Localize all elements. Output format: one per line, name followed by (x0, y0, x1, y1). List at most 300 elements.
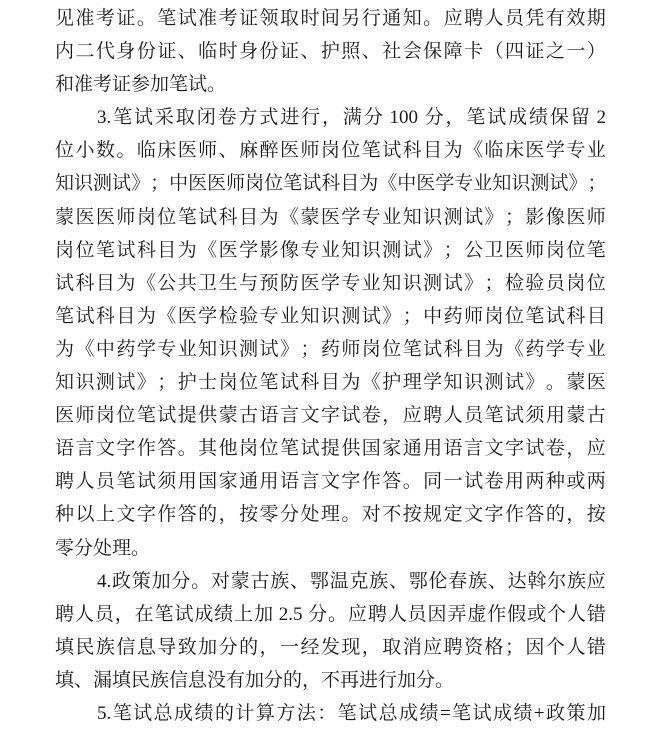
text-token: 专 (341, 272, 361, 294)
text-line (55, 267, 606, 300)
text-line: 零分处理。 (55, 537, 151, 559)
text-token: 人 (75, 471, 95, 493)
text-token: 时 (218, 41, 238, 63)
text-token: 温 (329, 570, 349, 592)
text-token: 领 (259, 8, 279, 29)
text-token: 见 (55, 8, 75, 29)
text-token: 发 (320, 636, 340, 658)
text-token: 知 (402, 8, 422, 29)
text-token: 师 (198, 140, 218, 162)
text-token: 试 (472, 702, 492, 724)
text-token: 试 (116, 372, 136, 394)
text-token: 蒙 (218, 405, 238, 427)
text-token: 进 (280, 107, 300, 129)
text-token: 文 (116, 504, 136, 526)
text-token: 个 (546, 603, 566, 625)
text-token: 加 (586, 702, 606, 724)
text-token: 通 (402, 438, 422, 460)
text-token: 方 (238, 107, 258, 129)
text-token: 信 (116, 636, 136, 658)
text-line (55, 201, 606, 234)
text-token: 笔 (55, 305, 75, 327)
text-line (55, 134, 606, 167)
text-token: 试 (177, 8, 197, 29)
text-token: 保 (549, 107, 569, 129)
text-token: 对 (361, 504, 381, 526)
text-token: 字 (504, 438, 524, 460)
text-token: 生 (218, 272, 238, 294)
text-token: + (533, 702, 545, 724)
text-token: 代 (95, 41, 115, 63)
text-token: 知 (402, 206, 422, 228)
text-token: 时 (300, 8, 320, 29)
text-token: 文 (95, 438, 115, 460)
text-line (55, 167, 606, 200)
text-token: 笔 (157, 8, 177, 29)
text-token: 试 (341, 405, 361, 427)
text-token: ） (586, 41, 606, 63)
text-token: 总 (153, 702, 173, 724)
text-token: 员 (95, 471, 115, 493)
text-token: 绩 (513, 702, 533, 724)
text-token: 、 (218, 140, 238, 162)
text-token: 医 (188, 173, 208, 195)
text-token: 言 (300, 471, 320, 493)
text-token: 试 (259, 338, 279, 360)
text-token: 目 (239, 206, 259, 228)
text-token: 师 (75, 405, 95, 427)
text-token: 他 (218, 438, 238, 460)
text-token: 员 (504, 8, 524, 29)
text-token: 凭 (525, 8, 545, 29)
text-token: 《 (464, 140, 484, 162)
text-token: 鄂 (309, 570, 329, 592)
text-token: 》 (464, 272, 484, 294)
text-token: 医 (586, 372, 606, 394)
text-token: 岗 (484, 305, 504, 327)
text-token: 格 (484, 636, 504, 658)
text-token: 笔 (361, 140, 381, 162)
text-token: 位 (239, 372, 259, 394)
text-token: 身 (239, 41, 259, 63)
text-token: 识 (511, 173, 531, 195)
text-token: 分 (424, 107, 444, 129)
text-token: 试 (134, 107, 154, 129)
text-token: ， (361, 636, 381, 658)
text-token: 。 (136, 8, 156, 29)
text-token: 位 (341, 140, 361, 162)
text-line (55, 598, 606, 631)
text-token: 测 (95, 372, 115, 394)
text-token: 位 (504, 305, 524, 327)
text-token: 试 (157, 405, 177, 427)
text-token: 应 (347, 603, 367, 625)
text-token: 经 (300, 636, 320, 658)
text-token: 通 (382, 8, 402, 29)
text-token: 药 (116, 338, 136, 360)
text-token: 式 (259, 107, 279, 129)
text-token: 知 (198, 338, 218, 360)
text-token: 业 (382, 206, 402, 228)
text-token: 药 (525, 338, 545, 360)
text-token: 须 (525, 405, 545, 427)
text-token: 学 (239, 239, 259, 261)
text-token: 家 (218, 471, 238, 493)
text-token: 取 (175, 107, 195, 129)
text-token: 文 (484, 438, 504, 460)
body-text (55, 2, 606, 730)
text-token: 目 (320, 372, 340, 394)
text-token: 护 (177, 372, 197, 394)
text-token: 两 (525, 471, 545, 493)
text-token: 验 (525, 272, 545, 294)
text-token: 笔 (402, 338, 422, 360)
text-token: 人 (387, 603, 407, 625)
text-token: 笔 (154, 603, 174, 625)
text-token: ， (566, 504, 586, 526)
text-token: 卫 (198, 272, 218, 294)
text-token: 对 (210, 570, 230, 592)
text-line: 和准考证参加笔试。 (55, 74, 227, 96)
text-token: = (439, 702, 451, 724)
text-token: 语 (259, 405, 279, 427)
text-token: 临 (136, 140, 156, 162)
text-token: 达 (507, 570, 527, 592)
text-token: 笔 (283, 173, 303, 195)
text-token: 、 (177, 41, 197, 63)
text-token: 通 (239, 471, 259, 493)
text-token: 或 (527, 603, 547, 625)
text-token: 四 (504, 41, 524, 63)
text-token: 加 (151, 570, 171, 592)
text-token: 行 (361, 8, 381, 29)
text-token: 试 (423, 338, 443, 360)
text-token: 知 (492, 173, 512, 195)
text-token: 业 (473, 173, 493, 195)
text-token: 文 (300, 405, 320, 427)
text-token: 导 (157, 636, 177, 658)
text-token: 像 (279, 239, 299, 261)
text-token: 科 (95, 305, 115, 327)
text-token: 蒙 (566, 405, 586, 427)
text-line (55, 432, 606, 465)
text-token: 专 (566, 338, 586, 360)
text-token: 检 (504, 272, 524, 294)
text-token: 采 (154, 107, 174, 129)
text-token: 中 (169, 173, 189, 195)
text-token: 春 (448, 570, 468, 592)
text-token: ， (382, 405, 402, 427)
text-token: 行 (301, 107, 321, 129)
text-token: 族 (270, 570, 290, 592)
text-token: 假 (507, 603, 527, 625)
text-token: 有 (545, 8, 565, 29)
text-token: 提 (177, 405, 197, 427)
text-token: 试 (443, 272, 463, 294)
text-token: 5. (97, 702, 112, 724)
text-token: 二 (75, 41, 95, 63)
text-token: 聘 (443, 636, 463, 658)
text-token: 字 (484, 504, 504, 526)
text-token: 的 (214, 702, 234, 724)
text-token: 笔 (259, 372, 279, 394)
text-token: 的 (239, 636, 259, 658)
text-token: 医 (300, 272, 320, 294)
text-token: 试 (279, 372, 299, 394)
text-line (55, 697, 606, 730)
text-token: ； (402, 305, 422, 327)
text-token: 试 (302, 173, 322, 195)
text-token: 临 (198, 41, 218, 63)
text-token: 用 (423, 438, 443, 460)
text-token: 测 (530, 173, 550, 195)
text-token: 方 (276, 702, 296, 724)
text-token: 试 (487, 107, 507, 129)
text-token: 知 (443, 372, 463, 394)
text-token: ； (157, 372, 177, 394)
text-token: 留 (570, 107, 590, 129)
text-token: 师 (116, 206, 136, 228)
text-token: 医 (207, 173, 227, 195)
text-token: 识 (218, 338, 238, 360)
text-token: 笔 (136, 405, 156, 427)
text-token: 之 (545, 41, 565, 63)
text-token: 答 (525, 504, 545, 526)
text-token: 笔 (113, 107, 133, 129)
text-token: 古 (586, 405, 606, 427)
text-token: 照 (341, 41, 361, 63)
text-token: 种 (545, 471, 565, 493)
text-token: 试 (464, 206, 484, 228)
text-token: 《 (136, 272, 156, 294)
text-token: 岗 (239, 438, 259, 460)
text-token: 与 (239, 272, 259, 294)
text-token: 医 (504, 239, 524, 261)
text-token: 专 (259, 305, 279, 327)
text-token: 目 (95, 272, 115, 294)
text-token: 笔 (466, 107, 486, 129)
text-token: 、 (388, 570, 408, 592)
text-token: 另 (341, 8, 361, 29)
text-token: 识 (74, 173, 94, 195)
text-token: 国 (361, 438, 381, 460)
text-token: 成 (493, 702, 513, 724)
text-token: 科 (75, 272, 95, 294)
text-token: 》 (484, 206, 504, 228)
text-token: 员 (464, 405, 484, 427)
text-token: 学 (435, 173, 455, 195)
text-token: 蒙 (230, 570, 250, 592)
text-token: 一 (279, 636, 299, 658)
text-line (55, 101, 606, 134)
text-token: 蒙 (300, 206, 320, 228)
text-token: 个 (545, 636, 565, 658)
text-token: 验 (239, 305, 259, 327)
text-token: 错 (586, 636, 606, 658)
text-token: 防 (279, 272, 299, 294)
text-token: 影 (259, 239, 279, 261)
text-token: 试 (55, 272, 75, 294)
text-token: ； (484, 272, 504, 294)
text-token: 位 (264, 173, 284, 195)
text-token: 岗 (545, 239, 565, 261)
text-token: 医 (218, 239, 238, 261)
text-token: 。 (177, 438, 197, 460)
text-token: ， (322, 107, 342, 129)
text-token: 知 (341, 239, 361, 261)
text-token: 聘 (367, 603, 387, 625)
text-token: 答 (382, 471, 402, 493)
text-token: 资 (464, 636, 484, 658)
text-token: 法 (296, 702, 316, 724)
text-token: 弄 (447, 603, 467, 625)
text-token: 位 (116, 405, 136, 427)
text-token: 须 (157, 471, 177, 493)
text-line (55, 399, 606, 432)
text-token: 知 (300, 305, 320, 327)
text-token: ， (445, 107, 465, 129)
text-token: 》 (568, 173, 588, 195)
text-token: 策 (131, 570, 151, 592)
text-token: 虚 (467, 603, 487, 625)
text-token: 卫 (484, 239, 504, 261)
text-token: 加 (198, 636, 218, 658)
text-token: 身 (116, 41, 136, 63)
text-token: 满 (342, 107, 362, 129)
text-token: 用 (177, 471, 197, 493)
text-token: ； (587, 173, 607, 195)
text-token: 位 (586, 272, 606, 294)
text-token: 言 (464, 438, 484, 460)
text-token: 测 (239, 338, 259, 360)
text-token: 笔 (112, 702, 132, 724)
text-token: 预 (259, 272, 279, 294)
text-token: 政 (112, 570, 132, 592)
text-token: 或 (566, 471, 586, 493)
text-token: 3. (97, 107, 112, 129)
text-token: 考 (95, 8, 115, 29)
text-token: 员 (545, 272, 565, 294)
text-token: 岗 (136, 206, 156, 228)
text-token: 试 (116, 239, 136, 261)
text-token: 科 (321, 173, 341, 195)
text-token: 师 (300, 140, 320, 162)
text-line: 填、漏填民族信息没有加分的，不再进行加分。 (55, 669, 455, 691)
text-token: ； (300, 338, 320, 360)
text-token: 策 (566, 702, 586, 724)
text-token: 以 (75, 504, 95, 526)
text-token: 师 (464, 305, 484, 327)
text-token: 医 (177, 140, 197, 162)
text-token: 床 (504, 140, 524, 162)
text-token: 政 (546, 702, 566, 724)
text-line (55, 35, 606, 68)
text-token: 克 (349, 570, 369, 592)
text-token: 证 (525, 41, 545, 63)
text-token: 试 (504, 405, 524, 427)
text-token: 总 (378, 702, 398, 724)
text-token: 员 (407, 603, 427, 625)
text-token: 、 (300, 41, 320, 63)
text-token: 族 (566, 570, 586, 592)
text-token: ， (259, 636, 279, 658)
text-token: 错 (586, 603, 606, 625)
text-token: 专 (566, 140, 586, 162)
text-token: 试 (464, 471, 484, 493)
text-token: 目 (586, 305, 606, 327)
text-token: 卷 (484, 471, 504, 493)
text-line (55, 565, 606, 598)
text-token: 民 (75, 636, 95, 658)
text-token: 员 (94, 603, 114, 625)
text-token: 》 (136, 372, 156, 394)
text-token: 笔 (337, 702, 357, 724)
text-token: 岗 (218, 372, 238, 394)
text-token: 试 (174, 603, 194, 625)
text-token: 测 (93, 173, 113, 195)
text-token: 算 (255, 702, 275, 724)
text-token: 份 (136, 41, 156, 63)
text-token: 公 (464, 239, 484, 261)
text-token: 消 (402, 636, 422, 658)
text-token: 知 (382, 272, 402, 294)
text-token: 应 (586, 438, 606, 460)
text-token: 识 (320, 305, 340, 327)
text-token: 《 (198, 239, 218, 261)
text-line (55, 234, 606, 267)
text-token: 中 (95, 338, 115, 360)
text-token: 目 (423, 140, 443, 162)
text-token: 人 (443, 405, 463, 427)
text-token: 人 (566, 603, 586, 625)
text-token: 加 (254, 603, 274, 625)
text-token: 取 (382, 636, 402, 658)
text-token: 目 (157, 239, 177, 261)
text-line (55, 631, 606, 664)
text-token: 业 (586, 140, 606, 162)
text-token: ； (443, 239, 463, 261)
text-token: ： (317, 702, 337, 724)
text-token: 成 (194, 603, 214, 625)
text-token: 。 (341, 504, 361, 526)
text-token: 学 (545, 338, 565, 360)
text-token: 蒙 (55, 206, 75, 228)
text-token: 知 (55, 173, 75, 195)
text-token: 为 (443, 140, 463, 162)
text-token: 证 (157, 41, 177, 63)
text-token: 试 (361, 305, 381, 327)
text-token: ； (150, 173, 170, 195)
text-token: ， (566, 438, 586, 460)
text-token: 古 (239, 405, 259, 427)
text-token: 学 (341, 206, 361, 228)
text-token: 成 (399, 702, 419, 724)
text-token: 国 (198, 471, 218, 493)
text-token: 准 (75, 8, 95, 29)
text-token: 中 (397, 173, 417, 195)
text-token: 供 (198, 405, 218, 427)
text-token: 卷 (217, 107, 237, 129)
text-token: 的 (545, 504, 565, 526)
text-token: 应 (586, 570, 606, 592)
text-token: 聘 (55, 471, 75, 493)
text-token: 岗 (361, 338, 381, 360)
text-token: 作 (136, 438, 156, 460)
text-token: 。 (423, 8, 443, 29)
text-token: 小 (75, 140, 95, 162)
text-token: 药 (443, 305, 463, 327)
text-line (55, 498, 606, 531)
